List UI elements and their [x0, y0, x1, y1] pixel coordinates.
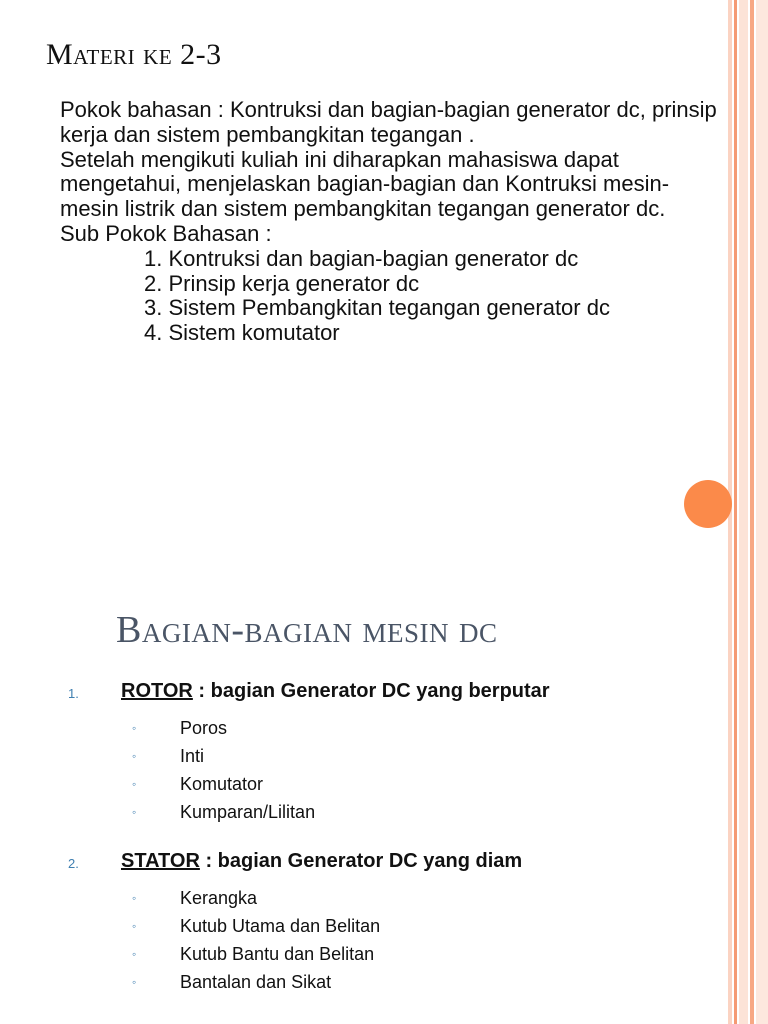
orange-circle-decoration — [684, 480, 732, 528]
stripe — [728, 0, 732, 512]
list-item-text: Kumparan/Lilitan — [180, 802, 316, 822]
group-heading — [68, 850, 688, 880]
bullet-icon: ◦ — [132, 777, 137, 791]
paragraph-pokok-bahasan: Pokok bahasan : Kontruksi dan bagian-bagian generator dc, prinsip kerja dan sistem pembangkitan tegangan . — [60, 97, 717, 147]
group-description: : bagian Generator DC yang diam — [199, 850, 523, 872]
slide-body — [60, 98, 720, 346]
sub-topic-list — [60, 247, 720, 346]
paragraph-tujuan: Setelah mengikuti kuliah ini diharapkan mahasiswa dapat mengetahui, menjelaskan bagian-bagian dan Kontruksi mesin-mesin listrik dan sistem pembangkitan tegangan generator dc. — [60, 146, 670, 222]
stripe — [750, 512, 754, 1024]
stripe — [734, 512, 737, 1024]
list-item-text: Poros — [180, 718, 228, 738]
stator-group — [68, 850, 688, 996]
sub-topic-item: 1. Kontruksi dan bagian-bagian generator dc — [144, 245, 579, 271]
stripe — [728, 512, 732, 1024]
bullet-icon: ◦ — [132, 749, 137, 763]
bullet-icon: ◦ — [132, 805, 137, 819]
list-item — [68, 940, 688, 968]
list-item-text: Bantalan dan Sikat — [180, 972, 332, 992]
list-number: 2. — [68, 856, 79, 871]
list-item-text: Inti — [180, 746, 205, 766]
list-item-text: Komutator — [180, 774, 264, 794]
list-item-text: Kutub Utama dan Belitan — [180, 916, 381, 936]
group-heading — [68, 680, 688, 710]
stripe — [734, 0, 737, 512]
sub-topic-item: 3. Sistem Pembangkitan tegangan generator dc — [144, 295, 610, 321]
rotor-parts-list — [68, 714, 688, 826]
slide-2 — [0, 512, 768, 1024]
group-term: ROTOR — [121, 680, 193, 702]
group-heading-text — [121, 680, 550, 703]
list-item — [68, 770, 688, 798]
list-item — [68, 714, 688, 742]
list-number: 1. — [68, 686, 79, 701]
sub-topic-item: 4. Sistem komutator — [144, 320, 340, 346]
bullet-icon: ◦ — [132, 975, 137, 989]
group-heading-text — [121, 850, 522, 873]
stripe — [756, 0, 768, 512]
rotor-group — [68, 680, 688, 826]
paragraph-sub-pokok-heading: Sub Pokok Bahasan : — [60, 220, 272, 246]
decorative-stripes — [728, 512, 768, 1024]
bullet-icon: ◦ — [132, 721, 137, 735]
list-item — [68, 798, 688, 826]
group-description: : bagian Generator DC yang berputar — [192, 680, 550, 702]
slide-title: Materi ke 2-3 — [46, 38, 222, 71]
decorative-stripes — [728, 0, 768, 512]
bullet-icon: ◦ — [132, 891, 137, 905]
stripe — [739, 512, 748, 1024]
stripe — [739, 0, 748, 512]
bullet-icon: ◦ — [132, 947, 137, 961]
bullet-icon: ◦ — [132, 919, 137, 933]
list-item-text: Kutub Bantu dan Belitan — [180, 944, 375, 964]
stator-parts-list — [68, 884, 688, 996]
list-item — [68, 968, 688, 996]
list-item — [68, 912, 688, 940]
group-term: STATOR — [121, 850, 200, 872]
list-item-text: Kerangka — [180, 888, 258, 908]
list-item — [68, 742, 688, 770]
stripe — [750, 0, 754, 512]
slide-title: Bagian-bagian mesin dc — [116, 609, 498, 651]
list-item — [68, 884, 688, 912]
stripe — [756, 512, 768, 1024]
sub-topic-item: 2. Prinsip kerja generator dc — [144, 270, 420, 296]
